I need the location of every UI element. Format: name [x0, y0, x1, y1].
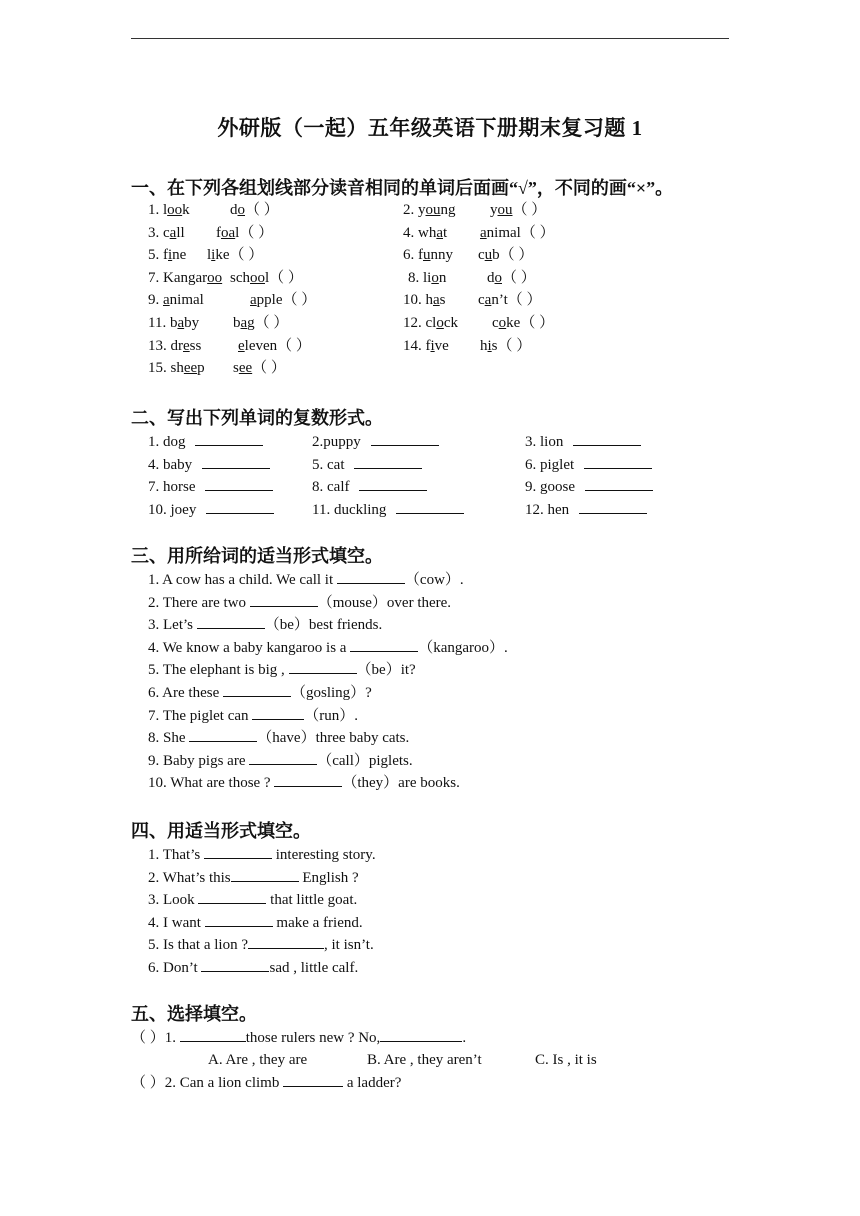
answer-paren[interactable]: （ ）	[269, 269, 303, 286]
sentence-text: 4. We know a baby kangaroo is a	[148, 639, 351, 656]
underlined-letters: a	[484, 292, 492, 309]
section-2-heading: 二、写出下列单词的复数形式。	[131, 408, 383, 428]
sentence-row	[148, 592, 451, 612]
underlined-letters: u	[423, 247, 431, 264]
sentence-row	[148, 659, 416, 679]
word-part: cl	[425, 315, 437, 331]
word-part: c	[492, 315, 499, 331]
question-text: those rulers new ? No,	[245, 1030, 381, 1046]
word-part: f	[163, 247, 168, 264]
word-part: leven	[244, 337, 278, 354]
answer-blank[interactable]	[205, 476, 273, 491]
word-part: b	[492, 247, 500, 264]
underlined-letters: o	[436, 315, 444, 331]
word-part: s	[233, 360, 239, 377]
answer-blank[interactable]	[337, 569, 405, 584]
item-number: 9.	[148, 292, 160, 309]
sentence-text: , it isn’t.	[323, 937, 374, 954]
underlined-letters: a	[436, 224, 444, 241]
word-part: s	[439, 292, 446, 309]
plural-word: 2.puppy	[312, 434, 361, 450]
sentence-text: （mouse）over there.	[317, 594, 452, 611]
plural-item	[148, 431, 263, 451]
answer-blank[interactable]	[195, 431, 263, 446]
phonics-word-2	[230, 201, 279, 219]
item-number: 6.	[403, 247, 415, 264]
answer-blank[interactable]	[250, 592, 318, 607]
word-part: c	[163, 224, 170, 241]
sentence-text: that little goat.	[266, 892, 358, 909]
word-part: b	[233, 315, 241, 331]
word-part: c	[478, 292, 485, 309]
word-part: wh	[418, 224, 437, 241]
item-number: 4.	[403, 224, 415, 241]
phonics-word-2	[216, 224, 273, 242]
word-part: h	[480, 337, 488, 354]
sentence-text: （be）it?	[356, 662, 416, 679]
page-title: 外研版（一起）五年级英语下册期末复习题 1	[217, 116, 643, 140]
sentence-row	[148, 569, 464, 589]
sentence-row	[148, 934, 374, 954]
word-part: pple	[256, 292, 283, 309]
underlined-letters: i	[487, 337, 492, 354]
item-number: 7.	[148, 269, 160, 286]
underlined-letters: a	[169, 224, 177, 241]
sentence-text: 5. Is that a lion ?	[148, 937, 248, 954]
word-part: sch	[230, 269, 250, 286]
sentence-text: （they）are books.	[342, 775, 460, 792]
item-number: 3.	[148, 224, 160, 241]
underlined-letters: a	[433, 292, 440, 309]
word-part: nimal	[486, 224, 521, 241]
plural-item	[525, 476, 653, 496]
phonics-word-1	[148, 269, 222, 287]
sentence-text: 9. Baby pigs are	[148, 752, 250, 769]
plural-word: 12. hen	[525, 501, 570, 518]
word-part: n	[438, 269, 447, 286]
underlined-letters: ee	[238, 360, 253, 377]
phonics-word-1	[148, 201, 190, 219]
underlined-letters: i	[430, 337, 435, 354]
option-b[interactable]: B. Are , they aren’t	[367, 1052, 482, 1068]
answer-blank[interactable]	[202, 454, 270, 469]
answer-paren[interactable]: （ ）	[520, 315, 555, 331]
word-part: by	[184, 315, 200, 331]
item-number: 2.	[403, 202, 415, 218]
underlined-letters: oo	[167, 202, 183, 218]
answer-paren[interactable]: （ ）	[252, 360, 286, 377]
sentence-row	[148, 614, 382, 634]
sentence-text: （gosling）?	[290, 685, 372, 701]
sentence-text: （run）.	[304, 707, 359, 724]
phonics-word-2	[478, 291, 542, 309]
word-part: sh	[170, 360, 184, 377]
answer-blank[interactable]	[274, 772, 342, 787]
sentence-text: English ?	[298, 869, 359, 886]
answer-paren[interactable]: （ ）	[512, 202, 547, 218]
underlined-letters: a	[240, 315, 248, 331]
word-part: ng	[440, 202, 456, 218]
phonics-word-2	[233, 314, 288, 332]
answer-blank[interactable]	[585, 476, 653, 491]
word-part: t	[443, 224, 448, 241]
word-part: ke	[506, 315, 521, 331]
item-number: 14.	[403, 337, 422, 354]
question-text: 1.	[164, 1030, 180, 1046]
sentence-text: （be）best friends.	[264, 617, 383, 634]
item-number: 13.	[148, 337, 167, 354]
sentence-text: 5. The elephant is big ,	[148, 662, 289, 679]
phonics-word-2	[207, 246, 263, 264]
question-1	[131, 1027, 466, 1047]
word-part: h	[425, 292, 433, 309]
plural-word: 9. goose	[525, 479, 575, 496]
sentence-row	[148, 637, 508, 657]
word-part: ck	[443, 315, 458, 331]
answer-paren[interactable]: （ ）	[254, 315, 289, 331]
answer-blank[interactable]	[579, 499, 647, 514]
sentence-text: 1. That’s	[148, 847, 204, 863]
underlined-letters: a	[177, 315, 185, 331]
answer-blank[interactable]	[283, 1072, 343, 1087]
phonics-word-1	[148, 291, 204, 309]
underlined-letters: a	[480, 224, 487, 241]
answer-blank[interactable]	[197, 614, 265, 629]
sentence-text: 6. Are these	[148, 685, 223, 701]
plural-item	[525, 499, 647, 519]
plural-item	[148, 499, 274, 519]
sentence-row	[148, 889, 357, 909]
section-1-heading: 一、在下列各组划线部分读音相同的单词后面画“√”，不同的画“×”。	[131, 178, 674, 198]
underlined-letters: e	[183, 337, 190, 354]
word-part: l	[235, 224, 240, 241]
word-part: n’t	[491, 292, 508, 309]
plural-item	[312, 476, 427, 496]
plural-word: 7. horse	[148, 479, 196, 496]
plural-word: 1. dog	[148, 434, 186, 450]
sentence-text: 2. There are two	[148, 594, 250, 611]
phonics-word-1	[403, 337, 449, 355]
word-part: l	[163, 202, 168, 218]
phonics-word-1	[403, 291, 446, 309]
section-5-heading: 五、选择填空。	[131, 1004, 257, 1024]
word-part: y	[418, 202, 426, 218]
underlined-letters: o	[494, 269, 502, 286]
option-a[interactable]: A. Are , they are	[208, 1052, 308, 1068]
word-part: d	[230, 202, 238, 218]
plural-word: 8. calf	[312, 479, 350, 496]
answer-blank[interactable]	[231, 867, 299, 882]
word-part: f	[425, 337, 431, 354]
phonics-word-1	[148, 224, 185, 242]
answer-blank[interactable]	[289, 659, 357, 674]
plural-item	[148, 476, 273, 496]
item-number: 8.	[408, 269, 420, 286]
phonics-word-2	[492, 314, 554, 332]
answer-paren[interactable]: （ ）	[499, 247, 534, 264]
word-part: y	[490, 202, 498, 218]
answer-paren[interactable]: （ ）	[497, 337, 532, 354]
phonics-word-2	[250, 291, 316, 309]
sentence-text: 3. Look	[148, 892, 199, 909]
answer-paren[interactable]: （ ）	[131, 1030, 165, 1046]
sentence-text: （kangaroo）.	[418, 639, 508, 656]
answer-blank[interactable]	[198, 889, 266, 904]
word-part: ss	[189, 337, 202, 354]
header-rule	[131, 38, 729, 39]
phonics-word-2	[487, 269, 536, 287]
item-number: 5.	[148, 247, 160, 264]
sentence-text: 3. Let’s	[148, 617, 197, 634]
word-part: li	[423, 269, 432, 286]
underlined-letters: oo	[250, 269, 265, 286]
plural-word: 4. baby	[148, 456, 193, 473]
phonics-word-1	[408, 269, 446, 287]
answer-blank[interactable]	[584, 454, 652, 469]
sentence-text: 10. What are those ?	[148, 775, 275, 792]
sentence-row	[148, 867, 359, 887]
phonics-word-2	[480, 337, 531, 355]
word-part: ve	[434, 337, 449, 354]
sentence-text: make a friend.	[272, 914, 363, 931]
underlined-letters: o	[237, 202, 245, 218]
word-part: ke	[215, 247, 230, 264]
word-part: b	[169, 315, 178, 331]
underlined-letters: ee	[183, 360, 198, 377]
phonics-word-1	[403, 201, 456, 219]
phonics-word-1	[148, 359, 205, 377]
word-part: p	[197, 360, 205, 377]
phonics-word-2	[490, 201, 546, 219]
section-4-heading: 四、用适当形式填空。	[131, 821, 311, 841]
answer-blank[interactable]	[248, 934, 324, 949]
answer-blank[interactable]	[371, 431, 439, 446]
underlined-letters: a	[250, 292, 257, 309]
answer-blank[interactable]	[573, 431, 641, 446]
phonics-word-1	[403, 224, 447, 242]
sentence-text: 6. Don’t	[148, 960, 202, 976]
answer-blank[interactable]	[396, 499, 464, 514]
phonics-word-2	[230, 269, 303, 287]
sentence-row	[148, 844, 376, 864]
sentence-row	[148, 957, 358, 977]
underlined-letters: e	[238, 337, 245, 354]
answer-blank[interactable]	[189, 727, 257, 742]
answer-paren[interactable]: （ ）	[507, 292, 542, 309]
word-part: ll	[176, 224, 185, 241]
word-part: nimal	[169, 292, 204, 309]
underlined-letters: o	[431, 269, 439, 286]
answer-blank[interactable]	[354, 454, 422, 469]
sentence-row	[148, 912, 363, 932]
word-part: Kangar	[163, 269, 208, 286]
sentence-row	[148, 750, 413, 770]
plural-word: 6. piglet	[525, 456, 575, 473]
answer-blank[interactable]	[180, 1027, 246, 1042]
answer-paren[interactable]: （ ）	[520, 224, 555, 241]
item-number: 12.	[403, 315, 422, 331]
plural-item	[525, 431, 641, 451]
word-part: l	[207, 247, 212, 264]
phonics-word-2	[233, 359, 286, 377]
underlined-letters: oo	[207, 269, 223, 286]
plural-word: 11. duckling	[312, 501, 387, 518]
item-number: 11.	[148, 315, 167, 331]
underlined-letters: o	[498, 315, 507, 331]
sentence-text: interesting story.	[271, 847, 376, 863]
answer-paren[interactable]: （ ）	[277, 337, 311, 354]
sentence-text: 8. She	[148, 730, 190, 747]
word-part: ne	[172, 247, 187, 264]
plural-word: 5. cat	[312, 456, 345, 473]
word-part: c	[478, 247, 485, 264]
sentence-text: 1. A cow has a child. We call it	[148, 572, 337, 588]
sentence-text: （have）three baby cats.	[257, 730, 410, 747]
sentence-text: （cow）.	[404, 572, 464, 588]
underlined-letters: ou	[425, 202, 441, 218]
sentence-row	[148, 705, 358, 725]
underlined-letters: i	[211, 247, 216, 264]
answer-blank[interactable]	[252, 705, 304, 720]
plural-item	[525, 454, 652, 474]
underlined-letters: a	[163, 292, 170, 309]
answer-blank[interactable]	[223, 682, 291, 697]
phonics-word-1	[403, 314, 458, 332]
phonics-word-1	[403, 246, 453, 264]
answer-blank[interactable]	[206, 499, 274, 514]
answer-blank[interactable]	[201, 957, 269, 972]
phonics-word-2	[238, 337, 311, 355]
answer-blank[interactable]	[204, 844, 272, 859]
sentence-text: 7. The piglet can	[148, 707, 253, 724]
plural-item	[312, 454, 422, 474]
underlined-letters: u	[484, 247, 493, 264]
underlined-letters: i	[168, 247, 173, 264]
answer-paren[interactable]: （ ）	[245, 202, 279, 218]
word-part: d	[487, 269, 495, 286]
phonics-word-1	[148, 246, 186, 264]
word-part: f	[418, 247, 423, 264]
answer-paren[interactable]: （ ）	[502, 269, 536, 286]
sentence-row	[148, 727, 409, 747]
word-part: g	[247, 315, 255, 331]
plural-item	[312, 431, 439, 451]
underlined-letters: ou	[497, 202, 513, 218]
section-3-heading: 三、用所给词的适当形式填空。	[131, 546, 383, 566]
answer-blank[interactable]	[350, 637, 418, 652]
sentence-row	[148, 772, 460, 792]
sentence-text: sad , little calf.	[269, 960, 359, 976]
word-part: dr	[170, 337, 183, 354]
sentence-text: 2. What’s this	[148, 869, 231, 886]
question-text: 2. Can a lion climb	[164, 1075, 284, 1091]
question-text: a ladder?	[343, 1075, 402, 1091]
sentence-text: （call）piglets.	[317, 752, 413, 769]
question-text: .	[462, 1030, 467, 1046]
phonics-word-2	[480, 224, 555, 242]
word-part: k	[182, 202, 190, 218]
sentence-text: 4. I want	[148, 914, 205, 931]
item-number: 10.	[403, 292, 422, 309]
phonics-word-1	[148, 337, 201, 355]
item-number: 1.	[148, 202, 160, 218]
answer-blank[interactable]	[205, 912, 273, 927]
plural-word: 3. lion	[525, 434, 564, 450]
answer-paren[interactable]: （ ）	[229, 247, 264, 264]
answer-paren[interactable]: （ ）	[282, 292, 317, 309]
item-number: 15.	[148, 360, 167, 377]
word-part: nny	[430, 247, 453, 264]
word-part: f	[216, 224, 221, 241]
phonics-word-2	[478, 246, 533, 264]
plural-word: 10. joey	[148, 501, 197, 518]
option-c[interactable]: C. Is , it is	[535, 1052, 597, 1068]
sentence-row	[148, 682, 372, 702]
answer-blank[interactable]	[249, 750, 317, 765]
answer-paren[interactable]: （ ）	[239, 224, 274, 241]
underlined-letters: oa	[221, 224, 236, 241]
answer-paren[interactable]: （ ）	[131, 1075, 165, 1091]
plural-item	[148, 454, 270, 474]
plural-item	[312, 499, 464, 519]
word-part: l	[265, 269, 270, 286]
word-part: s	[491, 337, 498, 354]
answer-blank[interactable]	[380, 1027, 462, 1042]
phonics-word-1	[148, 314, 199, 332]
answer-blank[interactable]	[359, 476, 427, 491]
question-2	[131, 1072, 401, 1092]
